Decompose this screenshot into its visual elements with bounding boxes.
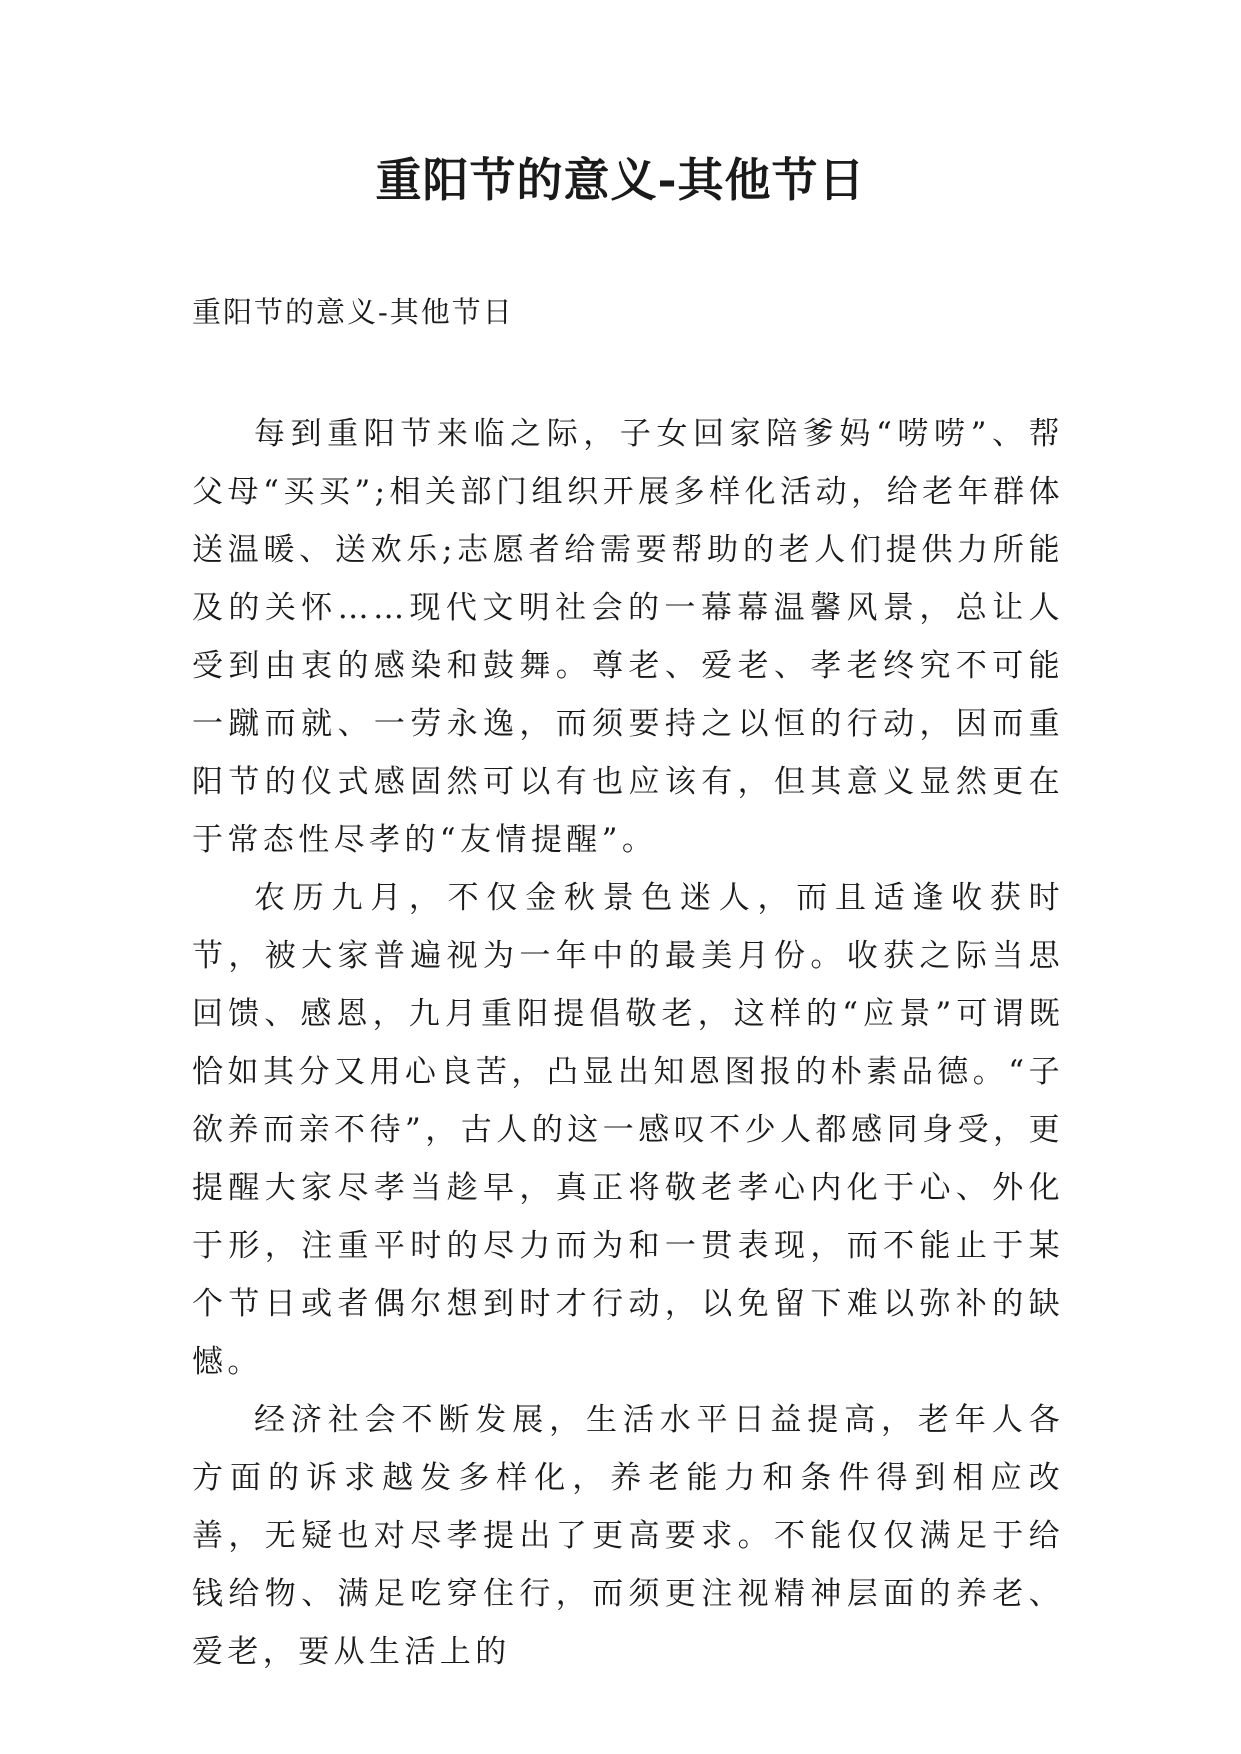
paragraph: 农历九月，不仅金秋景色迷人，而且适逢收获时节，被大家普遍视为一年中的最美月份。收获之际当思回馈、感恩，九月重阳提倡敬老，这样的“应景”可谓既恰如其分又用心良苦，凸显出知恩图报的朴素品德。“子欲养而亲不待”，古人的这一感叹不少人都感同身受，更提醒大家尽孝当趁早，真正将敬老孝心内化于心、外化于形，注重平时的尽力而为和一贯表现，而不能止于某个节日或者偶尔想到时才行动，以免留下难以弥补的缺憾。	[192, 880, 1064, 1380]
paragraph: 经济社会不断发展，生活水平日益提高，老年人各方面的诉求越发多样化，养老能力和条件得到相应改善，无疑也对尽孝提出了更高要求。不能仅仅满足于给钱给物、满足吃穿住行，而须更注视精神层面的养老、爱老，要从生活上的	[192, 1402, 1064, 1670]
page-title: 重阳节的意义-其他节日	[375, 153, 866, 207]
paragraph: 每到重阳节来临之际，子女回家陪爹妈“唠唠”、帮父母“买买”;相关部门组织开展多样化活动，给老年群体送温暖、送欢乐;志愿者给需要帮助的老人们提供力所能及的关怀……现代文明社会的一幕幕温馨风景，总让人受到由衷的感染和鼓舞。尊老、爱老、孝老终究不可能一蹴而就、一劳永逸，而须要持之以恒的行动，因而重阳节的仪式感固然可以有也应该有，但其意义显然更在于常态性尽孝的“友情提醒”。	[192, 416, 1064, 858]
article-body	[192, 405, 1064, 1681]
document-subtitle: 重阳节的意义-其他节日	[192, 295, 514, 329]
